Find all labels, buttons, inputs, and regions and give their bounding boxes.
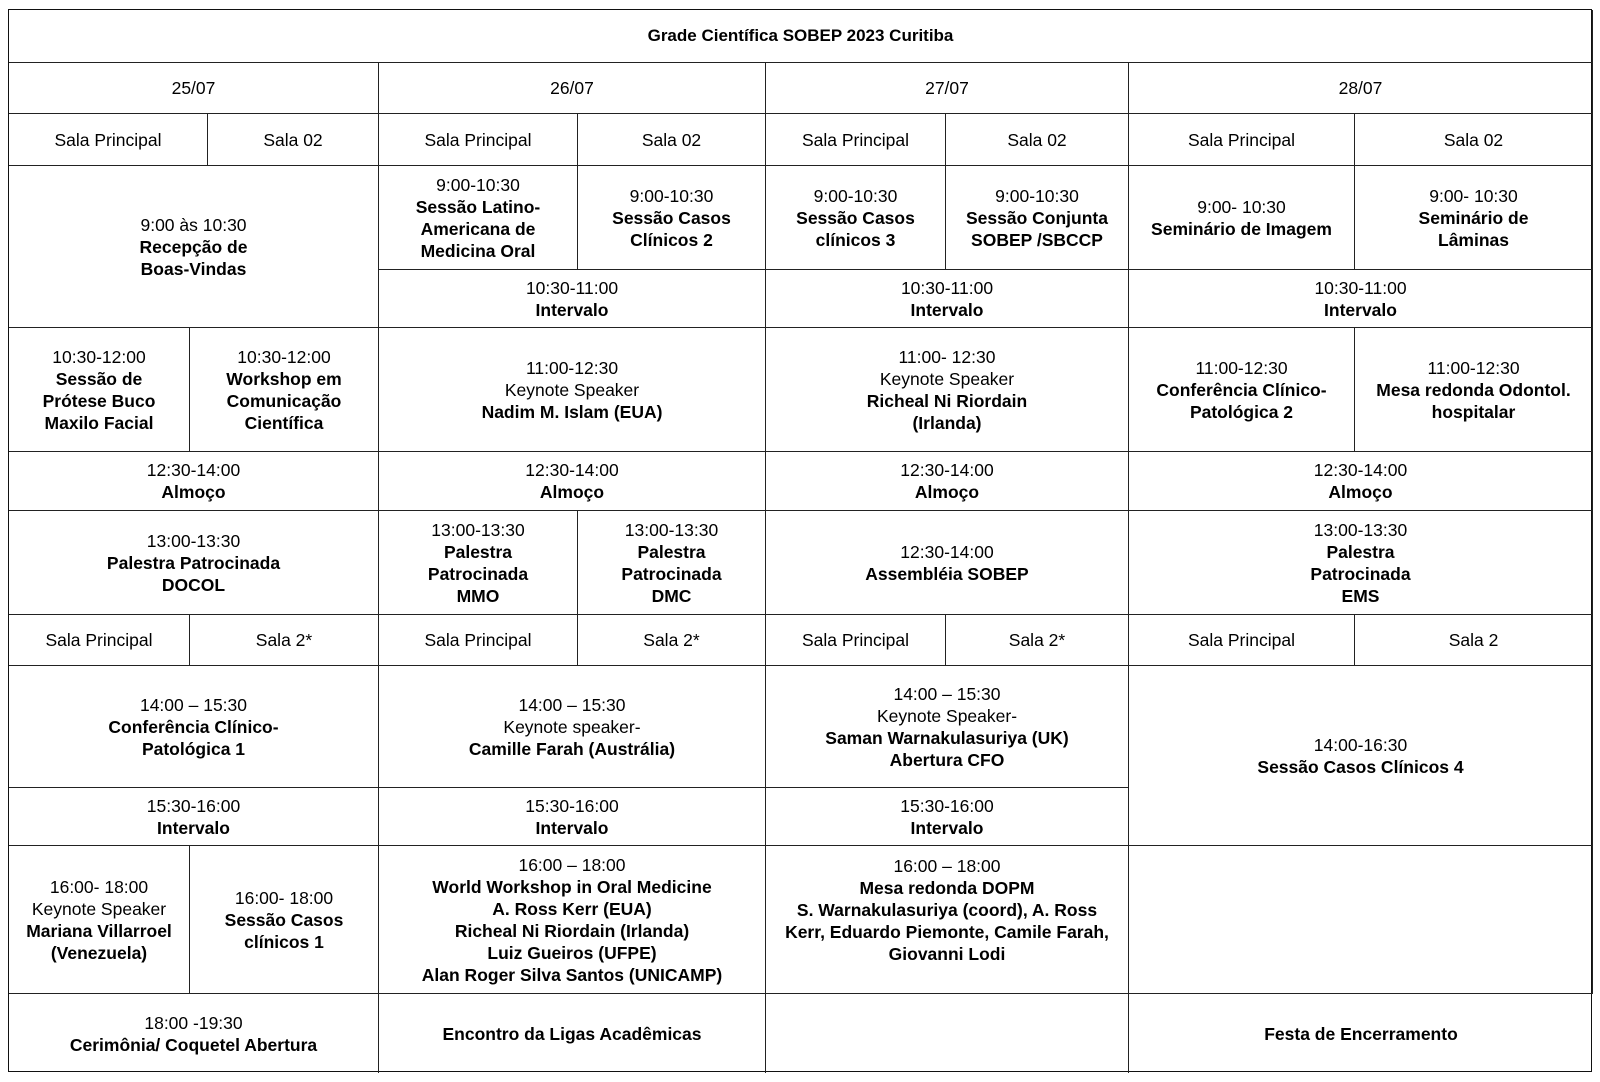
session-note: Keynote Speaker [879,368,1015,389]
session-title: Sessão de Prótese Buco Maxilo Facial [42,368,156,433]
room-label: Sala 02 [641,129,702,150]
room-label: Sala Principal [54,129,162,150]
day-label: 26/07 [550,78,594,98]
day-header-28 [1129,63,1593,114]
session-time: 9:00- 10:30 [1197,196,1286,217]
session-title: Sessão Latino-Americana de Medicina Oral [415,196,541,261]
session-note: Keynote Speaker- [876,705,1018,726]
session-title: Mariana Villarroel (Venezuela) [26,920,172,963]
session-cell [379,994,766,1073]
room-header [379,114,578,166]
session-title: Intervalo [535,817,609,838]
room-header [766,615,946,666]
session-cell [1129,666,1593,846]
speaker-list: S. Warnakulasuriya (coord), A. Ross Kerr, Eduardo Piemonte, Camile Farah, Giovanni Lodi [785,900,1109,964]
session-cell [1355,328,1593,452]
session-time: 12:30-14:00 [900,541,994,562]
room-header [946,114,1129,166]
lunch-cell [9,452,379,511]
session-time: 9:00- 10:30 [1429,185,1518,206]
session-cell [9,511,379,615]
room-header [208,114,379,166]
session-cell [9,666,379,788]
break-cell [379,270,766,328]
session-time: 16:00 – 18:00 [893,856,1001,876]
session-time: 11:00-12:30 [1195,357,1288,378]
day-label: 27/07 [925,78,969,98]
session-time: 14:00-16:30 [1313,734,1408,755]
session-title: Camille Farah (Austrália) [468,738,676,759]
session-time: 9:00-10:30 [436,174,520,195]
room-header [9,114,208,166]
session-title: Mesa redonda DOPM [859,878,1035,898]
session-cell [1129,328,1355,452]
session-title: Almoço [161,482,226,502]
room-label: Sala 2* [643,630,700,650]
session-title: Seminário de Lâminas [1418,207,1529,250]
session-cell [1355,166,1593,270]
session-cell [379,166,578,270]
session-time: 13:00-13:30 [146,530,241,551]
speaker-name: Richeal Ni Riordain (Irlanda) [454,920,690,941]
room-header [766,114,946,166]
session-title: Recepção de Boas-Vindas [139,236,248,279]
session-cell [1129,994,1593,1073]
session-cell [379,666,766,788]
room-header [578,615,766,666]
session-time: 10:30-12:00 [237,346,331,367]
session-time: 12:30-14:00 [900,460,994,480]
session-title: Sessão Casos Clínicos 2 [612,207,731,250]
session-title: Intervalo [157,817,230,838]
break-cell [9,788,379,846]
room-header [379,615,578,666]
room-header [190,615,379,666]
session-cell [946,166,1129,270]
session-title: Palestra Patrocinada MMO [427,541,529,606]
session-time: 16:00- 18:00 [49,876,149,897]
lunch-cell [1129,452,1593,511]
room-header [946,615,1129,666]
session-cell [766,511,1129,615]
session-title: Sessão Casos clínicos 1 [224,909,344,952]
session-title: Sessão Conjunta SOBEP /SBCCP [966,207,1108,250]
empty-cell [1129,846,1593,994]
session-title: Mesa redonda Odontol. hospitalar [1376,379,1571,422]
session-note: Keynote speaker- [503,716,641,737]
session-time: 14:00 – 15:30 [518,694,626,715]
session-title: Workshop em Comunicação Científica [226,368,342,433]
session-time: 11:00-12:30 [525,357,619,378]
title-text: Grade Científica SOBEP 2023 Curitiba [647,26,954,45]
session-time: 16:00- 18:00 [234,887,334,908]
room-label: Sala 2* [255,630,313,650]
day-header-25 [9,63,379,114]
session-title: Encontro da Ligas Acadêmicas [442,1023,702,1044]
session-title: Almoço [914,482,980,502]
session-time: 18:00 -19:30 [144,1012,243,1033]
room-header [578,114,766,166]
lunch-cell [766,452,1129,511]
session-cell [9,328,190,452]
session-time: 9:00-10:30 [813,185,898,206]
break-cell [1129,270,1593,328]
session-title: Conferência Clínico-Patológica 1 [108,716,279,759]
session-time: 14:00 – 15:30 [893,683,1001,704]
break-cell [379,788,766,846]
break-cell [766,270,1129,328]
session-title: Richeal Ni Riordain (Irlanda) [866,390,1028,433]
room-label: Sala Principal [1188,630,1295,650]
room-header [9,615,190,666]
session-cell [379,328,766,452]
schedule-grid [8,9,1592,1072]
room-label: Sala Principal [802,630,909,650]
day-label: 25/07 [171,78,216,98]
session-cell [190,328,379,452]
session-title: Cerimônia/ Coquetel Abertura [69,1034,318,1055]
session-cell [766,846,1129,994]
session-time: 16:00 – 18:00 [518,854,626,875]
session-title: Palestra Patrocinada DMC [621,541,722,606]
room-label: Sala Principal [1188,129,1295,150]
session-time: 9:00-10:30 [995,185,1079,206]
session-title: Saman Warnakulasuriya (UK) [825,727,1069,748]
session-title: Almoço [1328,482,1393,502]
speaker-name: A. Ross Kerr (EUA) [492,898,652,919]
session-cell [190,846,379,994]
session-title: Nadim M. Islam (EUA) [481,401,663,422]
session-time: 12:30-14:00 [525,460,619,480]
session-time: 11:00- 12:30 [898,346,996,367]
day-header-27 [766,63,1129,114]
session-cell [379,511,578,615]
session-title: Palestra Patrocinada DOCOL [106,552,281,595]
session-cell [1129,166,1355,270]
session-title: Seminário de Imagem [1151,218,1332,239]
session-time: 15:30-16:00 [146,795,241,816]
room-header [1355,114,1593,166]
session-cell [1129,511,1593,615]
session-title: Abertura CFO [889,749,1005,770]
session-cell [766,666,1129,788]
room-label: Sala Principal [802,129,909,150]
session-time: 10:30-11:00 [900,277,994,298]
room-label: Sala 02 [263,129,323,150]
lunch-cell [379,452,766,511]
session-time: 13:00-13:30 [624,519,719,540]
room-label: Sala Principal [424,129,532,150]
session-cell [578,511,766,615]
session-title: Sessão Casos clínicos 3 [796,207,915,250]
session-time: 11:00-12:30 [1427,357,1520,378]
session-title: Almoço [539,482,605,502]
speaker-name: Alan Roger Silva Santos (UNICAMP) [421,964,723,985]
session-time: 13:00-13:30 [1313,519,1408,540]
session-cell [766,166,946,270]
session-note: Keynote Speaker [504,379,640,400]
session-cell [9,846,190,994]
page-title [9,10,1593,63]
session-title: Intervalo [535,299,609,320]
session-cell [766,328,1129,452]
session-cell [379,846,766,994]
session-time: 12:30-14:00 [1313,460,1408,480]
empty-cell [766,994,1129,1073]
session-time: 10:30-11:00 [525,277,619,298]
day-label: 28/07 [1338,78,1383,98]
session-time: 12:30-14:00 [146,460,241,480]
session-title: World Workshop in Oral Medicine [432,876,712,897]
room-label: Sala 02 [1443,129,1504,150]
session-time: 10:30-12:00 [52,346,146,367]
room-header [1129,114,1355,166]
session-time: 15:30-16:00 [525,795,619,816]
session-time: 10:30-11:00 [1314,277,1407,298]
room-label: Sala Principal [45,630,153,650]
session-time: 13:00-13:30 [431,519,525,540]
room-header [1355,615,1593,666]
room-header [1129,615,1355,666]
session-title: Assembléia SOBEP [865,563,1029,584]
session-title: Intervalo [910,817,984,838]
room-label: Sala 2* [1008,630,1066,650]
speaker-name: Luiz Gueiros (UFPE) [487,942,657,963]
session-title: Intervalo [1324,299,1397,320]
session-note: Keynote Speaker [31,898,167,919]
session-time: 9:00-10:30 [629,185,714,206]
session-time: 15:30-16:00 [900,795,994,816]
room-label: Sala Principal [424,630,532,650]
session-title: Festa de Encerramento [1264,1023,1458,1044]
session-title: Sessão Casos Clínicos 4 [1257,756,1464,777]
session-title: Intervalo [910,299,984,320]
session-time: 9:00 às 10:30 [140,214,247,235]
session-title: Palestra Patrocinada EMS [1310,541,1411,606]
room-label: Sala 2 [1448,630,1499,650]
session-cell [578,166,766,270]
day-header-26 [379,63,766,114]
session-cell [9,994,379,1073]
room-label: Sala 02 [1007,129,1067,150]
session-time: 14:00 – 15:30 [139,694,248,715]
break-cell [766,788,1129,846]
session-cell [9,166,379,328]
session-title: Conferência Clínico-Patológica 2 [1156,379,1327,422]
